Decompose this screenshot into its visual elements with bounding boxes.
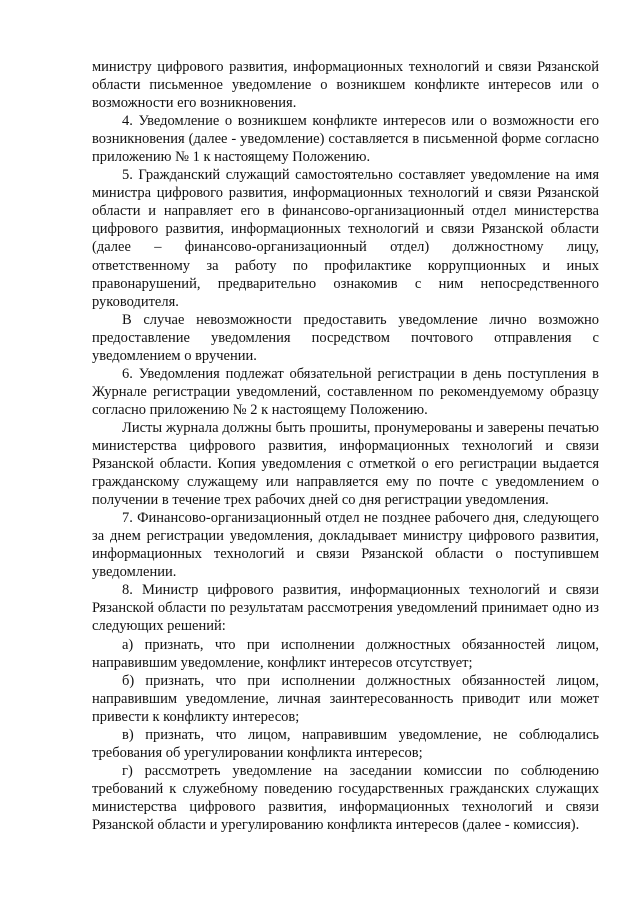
paragraph-8-a: а) признать, что при исполнении должностных обязанностей лицом, направившим уведомление, конфликт интересов отсутствует; [92,636,599,671]
paragraph-8-b: б) признать, что при исполнении должностных обязанностей лицом, направившим уведомление, личная заинтересованность приводит или может привести к конфликту интересов; [92,672,599,725]
paragraph-6-journal: Листы журнала должны быть прошиты, пронумерованы и заверены печатью министерства цифрового развития, информационных технологий и связи Рязанской области. Копия уведомления с отметкой о его регистрации выдается гражданскому служащему или направляется ему по почте с уведомлением о получении в течение трех рабочих дней со дня регистрации уведомления. [92,419,599,509]
paragraph-8-v: в) признать, что лицом, направившим уведомление, не соблюдались требования об урегулировании конфликта интересов; [92,726,599,761]
paragraph-7: 7. Финансово-организационный отдел не позднее рабочего дня, следующего за днем регистрации уведомления, докладывает министру цифрового развития, информационных технологий и связи Рязанской области о поступившем уведомлении. [92,510,599,581]
paragraph-8-g: г) рассмотреть уведомление на заседании комиссии по соблюдению требований к служебному поведению государственных гражданских служащих министерства цифрового развития, информационных технологий и связи Рязанской области и урегулированию конфликта интересов (далее - комиссия). [92,762,599,833]
paragraph-6: 6. Уведомления подлежат обязательной регистрации в день поступления в Журнале регистрации уведомлений, составленном по рекомендуемому образцу согласно приложению № 2 к настоящему Положению. [92,365,599,418]
paragraph-4: 4. Уведомление о возникшем конфликте интересов или о возможности его возникновения (далее - уведомление) составляется в письменной форме согласно приложению № 1 к настоящему Положению. [92,113,599,166]
paragraph-continuation: министру цифрового развития, информационных технологий и связи Рязанской области письменное уведомление о возникшем конфликте интересов или о возможности его возникновения. [92,59,599,112]
document-body [92,58,599,834]
paragraph-8: 8. Министр цифрового развития, информационных технологий и связи Рязанской области по результатам рассмотрения уведомлений принимает одно из следующих решений: [92,582,599,635]
paragraph-5: 5. Гражданский служащий самостоятельно составляет уведомление на имя министра цифрового развития, информационных технологий и связи Рязанской области и направляет его в финансово-организационный отдел министерства цифрового развития, информационных технологий и связи Рязанской области (далее – финансово-организационный отдел) должностному лицу, ответственному за работу по профилактике коррупционных и иных правонарушений, предварительно ознакомив с ним непосредственного руководителя. [92,167,599,310]
paragraph-5-postal: В случае невозможности предоставить уведомление лично возможно предоставление уведомления посредством почтового отправления с уведомлением о вручении. [92,311,599,364]
